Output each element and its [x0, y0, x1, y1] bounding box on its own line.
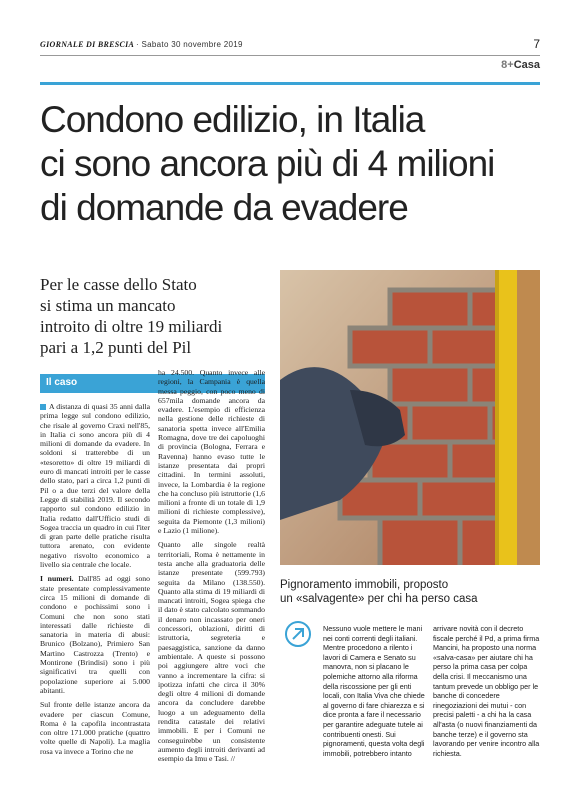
paragraph-lead: I numeri.: [40, 574, 74, 584]
subtitle-line: Per le casse dello Stato: [40, 275, 197, 294]
issue-date: Sabato 30 novembre 2019: [141, 40, 243, 49]
arrow-icon: [284, 620, 312, 648]
subtitle-line: si stima un mancato: [40, 296, 176, 315]
headline-line: ci sono ancora più di 4 milioni: [40, 143, 495, 184]
page-number: 7: [533, 37, 540, 51]
subtitle-line: pari a 1,2 punti del Pil: [40, 338, 192, 357]
sidebar-headline: [280, 578, 540, 606]
section-plus-mark: 8+: [501, 59, 514, 71]
kicker-label: Il caso: [46, 377, 78, 388]
article-column-1: [40, 402, 150, 761]
sidebar-column-1: Nessuno vuole mettere le mani nei conti correnti degli italiani. Mentre procedono a rilento i lavori di Camera e Senato su manovra, non si placano le polemiche attorno alla riforma della riscossione per gli enti locali, con Italia Viva che chiede al governo di fare chiarezza e si dice pronta a fare il necessario per garantire adeguate tutele ai contribuenti onesti. Sui pignoramenti, questa volta degli immobili, potrebbero intanto: [323, 624, 425, 758]
article-headline: [40, 98, 540, 230]
article-column-2: [158, 368, 265, 768]
paragraph: I numeri. Dall'85 ad oggi sono state presentate complessivamente circa 15 milioni di domande di condono e pochissimi sono i Comuni che non sono stati interessati dalle richieste di sanatoria in materia di abusi: Brunico (Bolzano), Primiero San Martino Castrozza (Trento) e Montirone (Brindisi) sono i più significativi tra quelli con popolazione superiore ai 5.000 abitanti.: [40, 574, 150, 695]
headline-line: di domande da evadere: [40, 187, 408, 228]
sidebar-column-2: arrivare novità con il decreto fiscale perché il Pd, a prima firma Mancini, ha proposto una norma «salva-casa» per aiutare chi ha perso la prima casa per colpa della crisi. Il meccanismo una tantum prevede un obbligo per le banche di concedere rinegoziazioni dei mutui - con precisi paletti - a chi ha la casa all'asta (o nuovi finanziamenti da banche terze) e il governo sta lavorando per venire incontro alla richiesta.: [433, 624, 540, 758]
header-rule: [40, 55, 540, 56]
article-subtitle: [40, 274, 265, 358]
paragraph: Sul fronte delle istanze ancora da evadere per ciascun Comune, Roma è la capofila incontrastata con oltre 171.000 pratiche (quattro volte quelle di Napoli). La maglia rosa va invece a Torino che ne: [40, 700, 150, 756]
subtitle-line: introito di oltre 19 miliardi: [40, 317, 223, 336]
section-rule: [40, 82, 540, 85]
sidebar-headline-line: un «salvagente» per chi ha perso casa: [280, 593, 478, 605]
end-mark: //: [230, 754, 236, 764]
newspaper-name: GIORNALE DI BRESCIA: [40, 40, 134, 49]
section-name: Casa: [513, 59, 540, 71]
brick-wall-photo: [280, 270, 540, 565]
section-label: [501, 59, 540, 71]
brick-wall-illustration: [280, 270, 540, 565]
newspaper-masthead: GIORNALE DI BRESCIA · Sabato 30 novembre 2019: [40, 40, 243, 49]
bullet-icon: [40, 404, 46, 410]
sidebar-headline-line: Pignoramento immobili, proposto: [280, 579, 449, 591]
paragraph: ha 24.500. Quanto invece alle regioni, la Campania è quella messa peggio, con poco meno di 657mila domande ancora da evadere. L'esempio di efficienza nella gestione delle richieste di sanatoria spetta invece all'Emilia Romagna, dove tre dei capoluoghi di provincia (Bologna, Ferrara e Ravenna) hanno evaso tutte le istanze presentata dai propri cittadini. In termini assoluti, invece, la Lombardia è la regione che ha concluso più istruttorie (1,6 milioni a fronte di un totale di 1,9 milioni di richieste complessive), seguita da Piemonte (1,3 milioni) e Lazio (1 milione).: [158, 368, 265, 536]
paragraph: A distanza di quasi 35 anni dalla prima legge sul condono edilizio, che risale al governo Craxi nell'85, in Italia ci sono ancora più di 4 milioni di domande da evadere. In soldoni si tratterebbe di un «tesoretto» di oltre 19 miliardi di euro di mancati introiti per le casse dello stato, pari a circa 1,2 punti di Pil o a due terzi del valore della Legge di stabilità 2019. Il secondo rapporto sul condono edilizio in Italia redatto dall'Ufficio studi di Sogea traccia un quadro in cui l'iter di gran parte delle pratiche risulta tuttora arenato, con evidente negativo risvolto economico a livello sia centrale che locale.: [40, 402, 150, 570]
headline-line: Condono edilizio, in Italia: [40, 99, 425, 140]
paragraph: Quanto alle singole realtà territoriali, Roma è nettamente in testa anche alla graduatoria delle istanze presentate (599.793) seguita da Milano (138.550). Quanto alla stima di 19 miliardi di mancati introiti, Sogea spiega che il dato è stato calcolato sommando il denaro non incassato per oneri concessori, oblazioni, diritti di istruttoria, segreteria e paesaggistica, sanzione da danno ambientale. A queste si possono poi aggiungere altre voci che vanno a incrementare la cifra: si ipotizza infatti che circa il 30% degli oltre 4 milioni di domande ancora da concludere darebbe luogo a un adeguamento della rendita catastale dei relativi immobili. E per i Comuni ne conseguirebbe un consistente aumento degli introiti derivanti ad esempio da Imu e Tasi. //: [158, 540, 265, 764]
